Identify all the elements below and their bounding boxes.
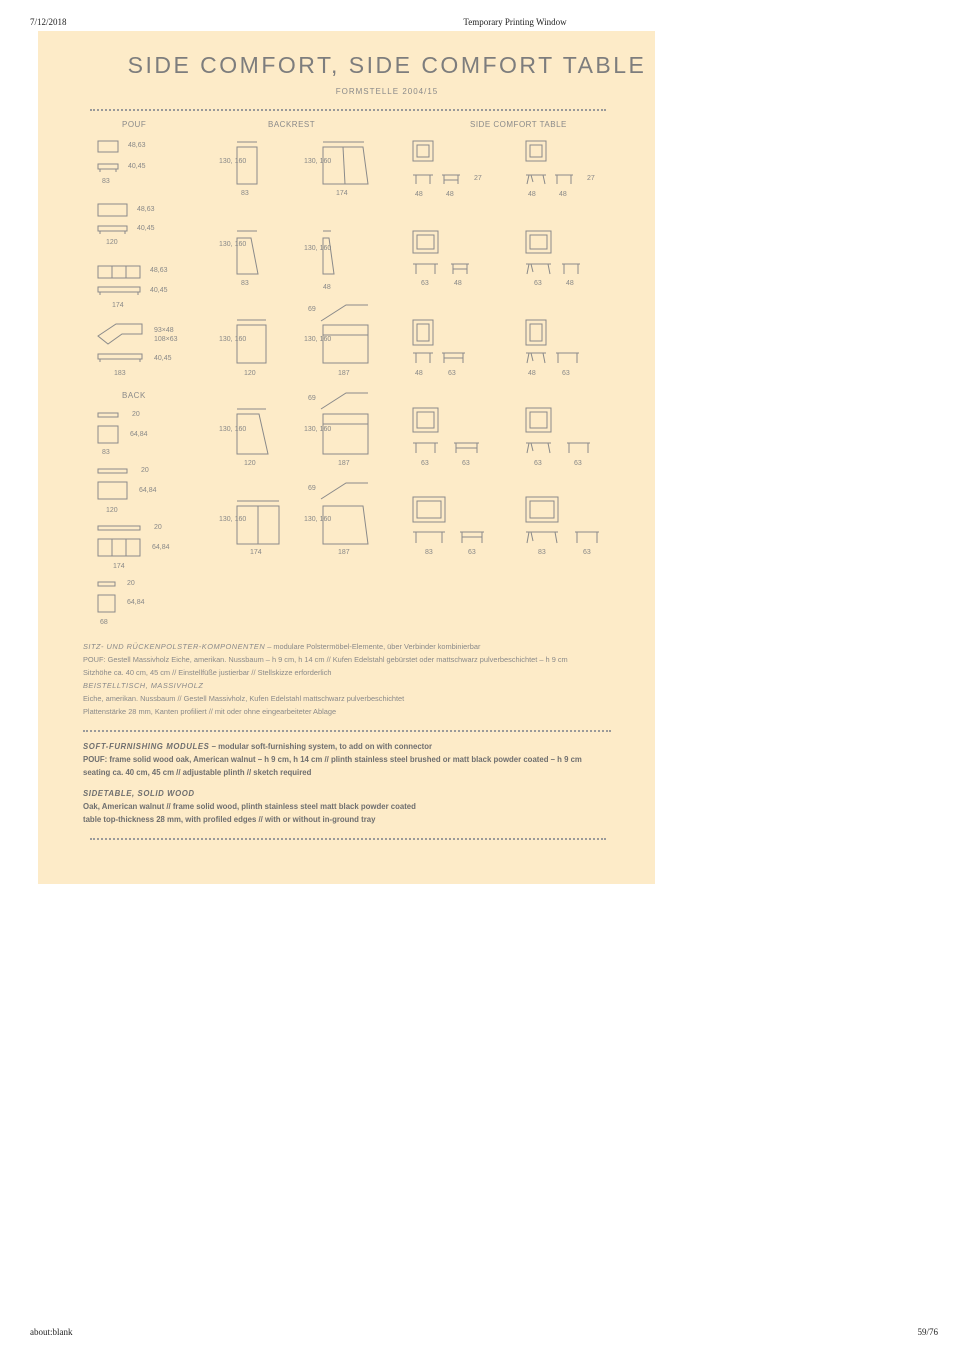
table-7-w1: 63 (534, 280, 542, 287)
pouf-corner-width: 183 (114, 370, 126, 377)
backrest-a2-heights: 130, 160 (219, 241, 247, 248)
table-6-w1: 48 (528, 191, 536, 198)
pouf-corner-icon (98, 324, 142, 362)
backrest-b5-angle: 69 (308, 485, 316, 492)
back-3-icon (98, 526, 140, 556)
pouf-corner-seat: 40,45 (154, 355, 172, 362)
table-6-icon (526, 141, 573, 184)
table-1-icon (413, 141, 460, 184)
backrest-b5-heights: 130, 160 (304, 516, 332, 523)
backrest-a3-width: 120 (244, 370, 256, 377)
back-2-icon (98, 469, 127, 499)
table-8-w1: 48 (528, 370, 536, 377)
notes-de-line-2: POUF: Gestell Massivholz Eiche, amerikan. Nussbaum – h 9 cm, h 14 cm // Kufen Edelstahl gebürstet oder mattschwarz pulverbeschichtet – h 9 cm (83, 655, 568, 664)
notes-de-line-6: Plattenstärke 28 mm, Kanten profiliert // mit oder ohne eingearbeiteter Ablage (83, 707, 337, 716)
pouf-1-width: 83 (102, 178, 110, 185)
table-1-height: 27 (474, 175, 482, 182)
table-2-w2: 48 (454, 280, 462, 287)
backrest-b1-heights: 130, 160 (304, 158, 332, 165)
back-2-depth: 20 (141, 467, 149, 474)
pouf-2-height: 48,63 (137, 206, 155, 213)
table-8-w2: 63 (562, 370, 570, 377)
back-3-depth: 20 (154, 524, 162, 531)
backrest-b3-width: 187 (338, 370, 350, 377)
backrest-b2-width: 48 (323, 284, 331, 291)
backrest-b2-icon (323, 231, 334, 274)
back-3-width: 174 (113, 563, 125, 570)
page-subtitle: FORMSTELLE 2004/15 (335, 87, 439, 96)
table-4-icon (413, 408, 479, 453)
notes-de-heading-1: SITZ- UND RÜCKENPOLSTER-KOMPONENTEN (83, 642, 266, 651)
backrest-b4-icon (321, 393, 368, 454)
backrest-b4-heights: 130, 160 (304, 426, 332, 433)
table-10-icon (526, 497, 599, 543)
back-1-icon (98, 413, 118, 443)
backrest-b3-icon (321, 305, 368, 363)
notes-en-heading-2: SIDETABLE, SOLID WOOD (83, 789, 195, 798)
backrest-b3-heights: 130, 160 (304, 336, 332, 343)
notes-de-line-3: Sitzhöhe ca. 40 cm, 45 cm // Einstellfüße justierbar // Stellskizze erforderlich (83, 668, 332, 677)
table-7-w2: 48 (566, 280, 574, 287)
table-10-w1: 83 (538, 549, 546, 556)
pouf-2-width: 120 (106, 239, 118, 246)
table-1-w1: 48 (415, 191, 423, 198)
back-4-depth: 20 (127, 580, 135, 587)
backrest-a4-width: 120 (244, 460, 256, 467)
print-date: 7/12/2018 (30, 17, 67, 27)
notes-en-line-1: – modular soft-furnishing system, to add on with connector (209, 742, 433, 751)
backrest-b3-angle: 69 (308, 306, 316, 313)
table-1-w2: 48 (446, 191, 454, 198)
table-8-icon (526, 320, 579, 363)
notes-en-line-3: seating ca. 40 cm, 45 cm // adjustable plinth // sketch required (83, 768, 312, 777)
back-2-height: 64,84 (139, 487, 157, 494)
table-6-w2: 48 (559, 191, 567, 198)
notes-en-line-5: Oak, American walnut // frame solid wood, plinth stainless steel matt black powder coated (83, 802, 416, 811)
notes-german (83, 640, 648, 718)
table-9-icon (526, 408, 590, 453)
backrest-a3-heights: 130, 160 (219, 336, 247, 343)
divider-bottom (90, 838, 606, 840)
divider-top (90, 109, 606, 111)
backrest-b1-width: 174 (336, 190, 348, 197)
backrest-a2-icon (237, 231, 258, 274)
notes-de-line-1: – modulare Polstermöbel-Elemente, über Verbinder kombinierbar (265, 642, 481, 651)
backrest-b4-angle: 69 (308, 395, 316, 402)
back-4-icon (98, 582, 115, 612)
table-2-w1: 63 (421, 280, 429, 287)
back-4-height: 64,84 (127, 599, 145, 606)
backrest-a1-heights: 130, 160 (219, 158, 247, 165)
pouf-3-icon (98, 266, 140, 295)
column-head-back: BACK (122, 391, 146, 400)
pouf-2-icon (98, 204, 127, 234)
table-3-w2: 63 (448, 370, 456, 377)
backrest-b4-width: 187 (338, 460, 350, 467)
notes-en-line-2: POUF: frame solid wood oak, American walnut – h 9 cm, h 14 cm // plinth stainless steel brushed or matt black powder coated – h 9 cm (83, 755, 582, 764)
backrest-b5-icon (321, 483, 368, 544)
page-title: SIDE COMFORT, SIDE COMFORT TABLE (127, 52, 647, 78)
notes-de-heading-2: BEISTELLTISCH, MASSIVHOLZ (83, 681, 204, 690)
notes-english (83, 740, 648, 826)
table-9-w2: 63 (574, 460, 582, 467)
print-url: about:blank (30, 1327, 73, 1337)
backrest-a5-heights: 130, 160 (219, 516, 247, 523)
backrest-b2-heights: 130, 160 (304, 245, 332, 252)
backrest-a1-width: 83 (241, 190, 249, 197)
divider-middle (83, 730, 611, 732)
table-5-w2: 63 (468, 549, 476, 556)
table-5-icon (413, 497, 484, 543)
notes-en-heading-1: SOFT-FURNISHING MODULES (83, 742, 210, 751)
back-1-width: 83 (102, 449, 110, 456)
notes-de-line-5: Eiche, amerikan. Nussbaum // Gestell Massivholz, Kufen Edelstahl mattschwarz pulverbeschichtet (83, 694, 405, 703)
table-10-w2: 63 (583, 549, 591, 556)
backrest-a2-width: 83 (241, 280, 249, 287)
table-4-w1: 63 (421, 460, 429, 467)
back-2-width: 120 (106, 507, 118, 514)
table-3-w1: 48 (415, 370, 423, 377)
column-head-pouf: POUF (122, 120, 147, 129)
back-1-height: 64,84 (130, 431, 148, 438)
back-4-width: 68 (100, 619, 108, 626)
pouf-2-seat: 40,45 (137, 225, 155, 232)
table-2-icon (413, 231, 469, 274)
back-1-depth: 20 (132, 411, 140, 418)
table-3-icon (413, 320, 465, 363)
backrest-b5-width: 187 (338, 549, 350, 556)
pouf-1-seat: 40,45 (128, 163, 146, 170)
column-head-side-table: SIDE COMFORT TABLE (470, 120, 567, 129)
pouf-corner-dim-2: 108×63 (154, 336, 178, 343)
table-4-w2: 63 (462, 460, 470, 467)
pouf-1-icon (98, 141, 118, 172)
pouf-1-height: 48,63 (128, 142, 146, 149)
pouf-3-width: 174 (112, 302, 124, 309)
pouf-corner-dim-1: 93×48 (154, 327, 174, 334)
table-6-height: 27 (587, 175, 595, 182)
backrest-a4-heights: 130, 160 (219, 426, 247, 433)
print-page-number: 59/76 (917, 1327, 938, 1337)
pouf-3-seat: 40,45 (150, 287, 168, 294)
table-5-w1: 83 (425, 549, 433, 556)
table-9-w1: 63 (534, 460, 542, 467)
print-window-title: Temporary Printing Window (463, 17, 567, 27)
backrest-a5-width: 174 (250, 549, 262, 556)
catalog-sheet (38, 31, 655, 884)
table-7-icon (526, 231, 580, 274)
back-3-height: 64,84 (152, 544, 170, 551)
column-head-backrest: BACKREST (268, 120, 316, 129)
pouf-3-height: 48,63 (150, 267, 168, 274)
notes-en-line-6: table top-thickness 28 mm, with profiled edges // with or without in-ground tray (83, 815, 376, 824)
